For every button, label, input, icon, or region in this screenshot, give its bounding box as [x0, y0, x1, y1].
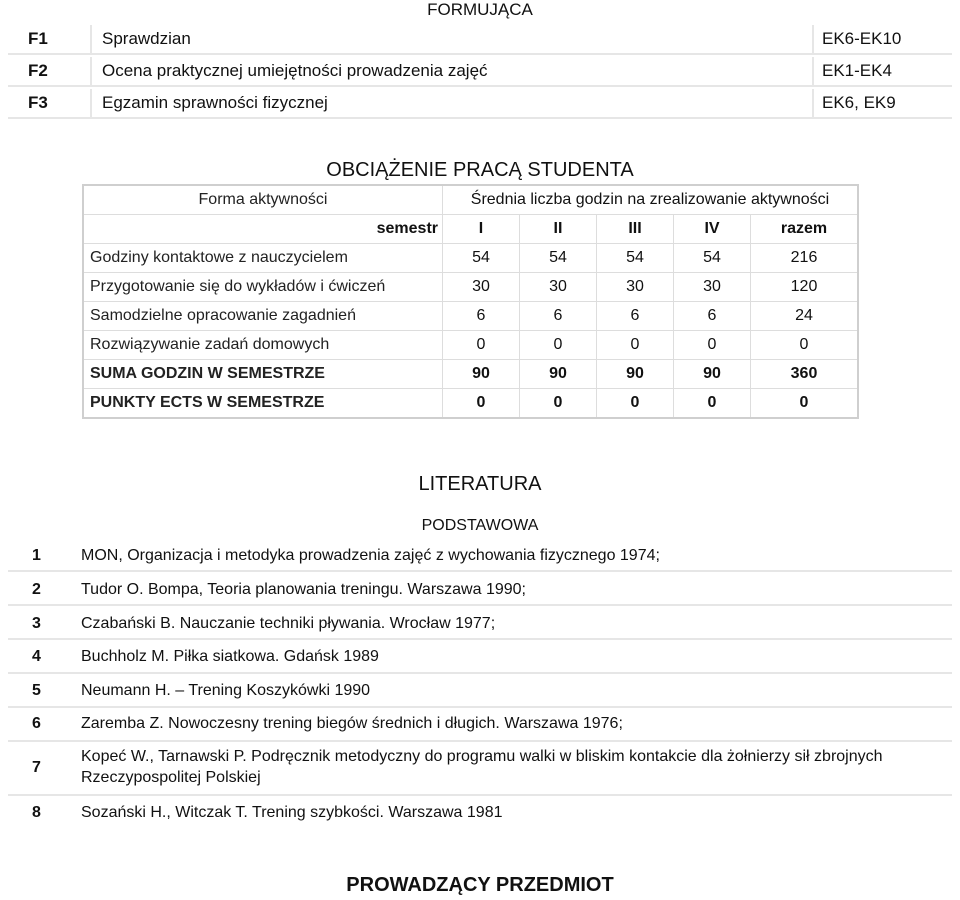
literature-text: Sozański H., Witczak T. Trening szybkości. Warszawa 1981 — [81, 804, 503, 821]
hours-cell: 6 — [674, 302, 751, 331]
ects-cell: 0 — [443, 389, 520, 419]
activity-label: Godziny kontaktowe z nauczycielem — [83, 244, 443, 273]
table-row — [83, 302, 858, 331]
assessment-code: F1 — [8, 25, 90, 55]
hours-cell: 54 — [520, 244, 597, 273]
hours-cell: 30 — [674, 273, 751, 302]
total-cell: 24 — [751, 302, 859, 331]
ects-total-cell: 0 — [751, 389, 859, 419]
hours-cell: 6 — [443, 302, 520, 331]
total-cell: 0 — [751, 331, 859, 360]
literature-number: 1 — [32, 547, 41, 564]
hours-cell: 30 — [443, 273, 520, 302]
assessment-outcomes: EK6, EK9 — [812, 89, 952, 119]
ects-row — [83, 389, 858, 419]
sum-cell: 90 — [674, 360, 751, 389]
table-row — [8, 89, 952, 119]
total-cell: 216 — [751, 244, 859, 273]
divider — [8, 794, 952, 796]
divider — [8, 570, 952, 572]
hours-cell: 6 — [520, 302, 597, 331]
list-item — [32, 545, 932, 566]
divider — [8, 672, 952, 674]
literature-text: MON, Organizacja i metodyka prowadzenia zajęć z wychowania fizycznego 1974; — [81, 547, 660, 564]
hours-cell: 0 — [520, 331, 597, 360]
total-cell: 120 — [751, 273, 859, 302]
list-item — [32, 802, 932, 823]
assessment-description: Ocena praktycznej umiejętności prowadzenia zajęć — [90, 57, 812, 87]
assessment-description: Egzamin sprawności fizycznej — [90, 89, 812, 119]
list-item — [32, 613, 932, 634]
table-row — [8, 25, 952, 55]
semester-header: IV — [674, 215, 751, 244]
table-row — [83, 331, 858, 360]
literature-text: Kopeć W., Tarnawski P. Podręcznik metodyczny do programu walki w bliskim kontakcie dla żołnierzy sił zbrojnych Rzeczypospolitej Polskiej — [81, 748, 883, 786]
semester-header: I — [443, 215, 520, 244]
sum-label: SUMA GODZIN W SEMESTRZE — [83, 360, 443, 389]
divider — [8, 740, 952, 742]
divider — [8, 604, 952, 606]
workload-table — [82, 184, 859, 419]
hours-cell: 6 — [597, 302, 674, 331]
literature-number: 8 — [32, 804, 41, 821]
table-row — [8, 57, 952, 87]
hours-cell: 54 — [674, 244, 751, 273]
semestr-label: semestr — [83, 215, 443, 244]
literature-text: Czabański B. Nauczanie techniki pływania. Wrocław 1977; — [81, 615, 496, 632]
hours-cell: 0 — [597, 331, 674, 360]
hours-cell: 0 — [443, 331, 520, 360]
list-item — [32, 646, 932, 667]
hours-cell: 54 — [597, 244, 674, 273]
assessment-outcomes: EK6-EK10 — [812, 25, 952, 55]
razem-header: razem — [751, 215, 859, 244]
literature-text: Neumann H. – Trening Koszykówki 1990 — [81, 682, 371, 699]
hours-cell: 30 — [597, 273, 674, 302]
hours-cell: 30 — [520, 273, 597, 302]
literature-subtitle: PODSTAWOWA — [421, 517, 539, 534]
activity-label: Przygotowanie się do wykładów i ćwiczeń — [83, 273, 443, 302]
assessment-code: F3 — [8, 89, 90, 119]
ects-cell: 0 — [520, 389, 597, 419]
semester-header: III — [597, 215, 674, 244]
literature-title: LITERATURA — [418, 473, 542, 495]
col-forma-header: Forma aktywności — [83, 185, 443, 215]
sum-cell: 90 — [597, 360, 674, 389]
ects-label: PUNKTY ECTS W SEMESTRZE — [83, 389, 443, 419]
table-header-row — [83, 185, 858, 215]
list-item — [32, 680, 932, 701]
literature-number: 2 — [32, 581, 41, 598]
assessment-description: Sprawdzian — [90, 25, 812, 55]
literature-number: 4 — [32, 648, 41, 665]
literature-text: Tudor O. Bompa, Teoria planowania treningu. Warszawa 1990; — [81, 581, 526, 598]
literature-number: 3 — [32, 615, 41, 632]
assessment-outcomes: EK1-EK4 — [812, 57, 952, 87]
instructor-title: PROWADZĄCY PRZEDMIOT — [346, 874, 614, 896]
list-item — [32, 579, 932, 600]
sum-cell: 90 — [443, 360, 520, 389]
col-srednia-header: Średnia liczba godzin na zrealizowanie aktywności — [443, 185, 859, 215]
activity-label: Samodzielne opracowanie zagadnień — [83, 302, 443, 331]
literature-text: Buchholz M. Piłka siatkowa. Gdańsk 1989 — [81, 648, 379, 665]
literature-number: 5 — [32, 682, 41, 699]
ects-cell: 0 — [674, 389, 751, 419]
table-header-row — [83, 215, 858, 244]
table-row — [83, 273, 858, 302]
list-item — [32, 746, 932, 790]
semester-header: II — [520, 215, 597, 244]
table-row — [83, 244, 858, 273]
hours-cell: 54 — [443, 244, 520, 273]
literature-number: 6 — [32, 715, 41, 732]
formujaca-table — [8, 23, 952, 121]
divider — [8, 638, 952, 640]
sum-cell: 90 — [520, 360, 597, 389]
ects-cell: 0 — [597, 389, 674, 419]
literature-number: 7 — [32, 759, 41, 776]
assessment-code: F2 — [8, 57, 90, 87]
sum-total-cell: 360 — [751, 360, 859, 389]
hours-cell: 0 — [674, 331, 751, 360]
workload-title: OBCIĄŻENIE PRACĄ STUDENTA — [326, 159, 634, 181]
literature-text: Zaremba Z. Nowoczesny trening biegów średnich i długich. Warszawa 1976; — [81, 715, 623, 732]
sum-row — [83, 360, 858, 389]
activity-label: Rozwiązywanie zadań domowych — [83, 331, 443, 360]
list-item — [32, 713, 932, 734]
formujaca-header: FORMUJĄCA — [427, 0, 533, 19]
divider — [8, 706, 952, 708]
